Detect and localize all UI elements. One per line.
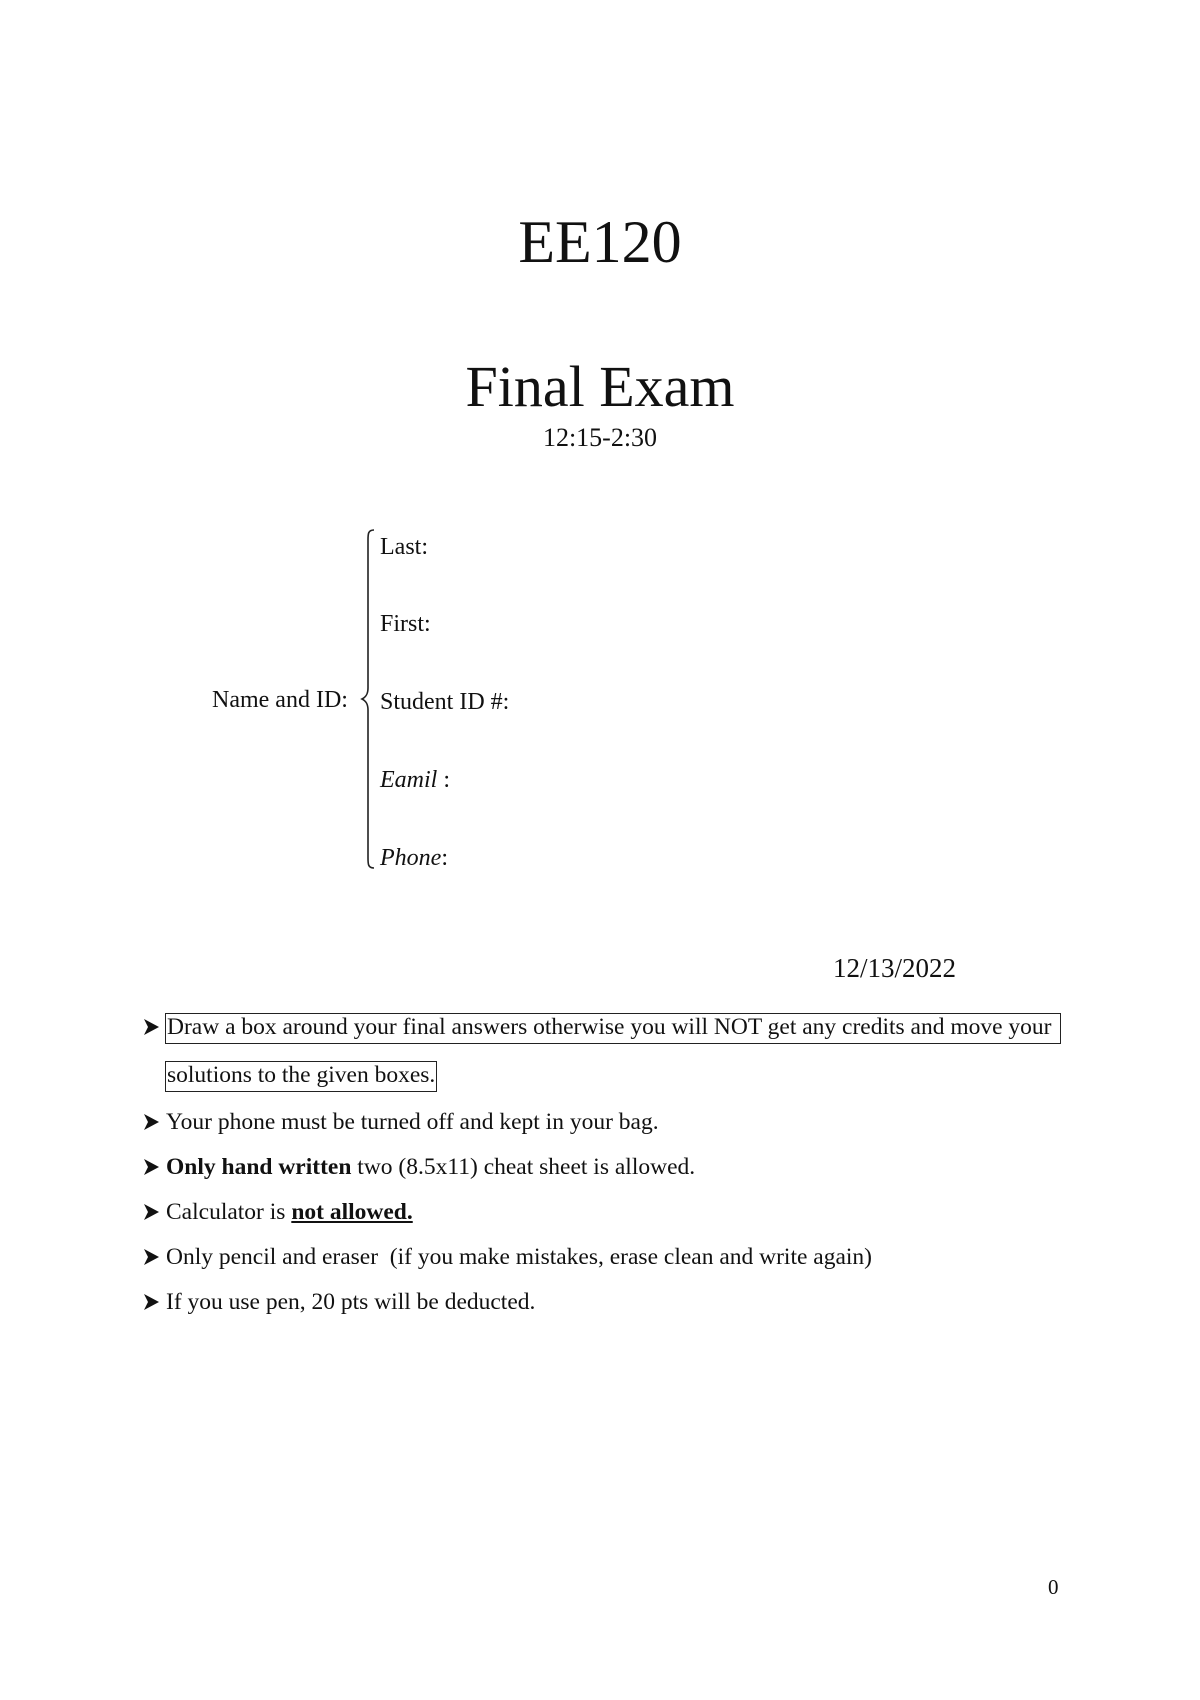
- instruction-item: [140, 1111, 1060, 1156]
- instruction-bold-text: Only hand written: [166, 1154, 352, 1180]
- instruction-text: [166, 1156, 695, 1180]
- curly-brace-icon: [360, 528, 380, 870]
- instructions-list: [140, 1016, 1060, 1336]
- instruction-item: [140, 1201, 1060, 1246]
- exam-title: Final Exam: [465, 354, 735, 419]
- instruction-item: [140, 1016, 1060, 1111]
- instruction-text: [166, 1201, 413, 1225]
- phone-field-colon: :: [441, 845, 448, 871]
- arrowhead-bullet-icon: [143, 1293, 160, 1311]
- arrowhead-bullet-icon: [143, 1018, 160, 1036]
- exam-date: 12/13/2022: [832, 953, 956, 983]
- arrowhead-bullet-icon: [143, 1113, 160, 1131]
- student-id-field-label: Student ID #:: [380, 689, 510, 715]
- phone-field-label: [380, 846, 448, 870]
- instruction-prefix-text: Calculator is: [166, 1199, 292, 1225]
- last-name-field-label: Last:: [380, 534, 428, 560]
- instruction-item: [140, 1246, 1060, 1291]
- instruction-rest-text: two (8.5x11) cheat sheet is allowed.: [351, 1154, 696, 1180]
- email-field-word: Eamil: [380, 767, 438, 793]
- email-field-label: [380, 768, 450, 792]
- email-field-colon: :: [437, 767, 450, 793]
- first-name-field-label: First:: [380, 611, 431, 637]
- arrowhead-bullet-icon: [143, 1248, 160, 1266]
- name-and-id-label: Name and ID:: [212, 687, 348, 713]
- instruction-text: Only pencil and eraser (if you make mistakes, erase clean and write again): [166, 1244, 873, 1270]
- page-number: 0: [1048, 1575, 1059, 1599]
- instruction-boxed-line-1: Draw a box around your final answers otherwise you will NOT get any credits and move your: [165, 1013, 1061, 1044]
- instruction-item: [140, 1291, 1060, 1336]
- instruction-emphasis-text: not allowed.: [291, 1199, 413, 1225]
- instruction-item: [140, 1156, 1060, 1201]
- instruction-boxed-line-2: solutions to the given boxes.: [165, 1061, 437, 1092]
- arrowhead-bullet-icon: [143, 1158, 160, 1176]
- phone-field-word: Phone: [380, 845, 442, 871]
- arrowhead-bullet-icon: [143, 1203, 160, 1221]
- instruction-text: If you use pen, 20 pts will be deducted.: [166, 1289, 536, 1315]
- instruction-text: Your phone must be turned off and kept in your bag.: [166, 1109, 659, 1135]
- course-title: EE120: [518, 209, 682, 275]
- exam-time: 12:15-2:30: [542, 423, 658, 452]
